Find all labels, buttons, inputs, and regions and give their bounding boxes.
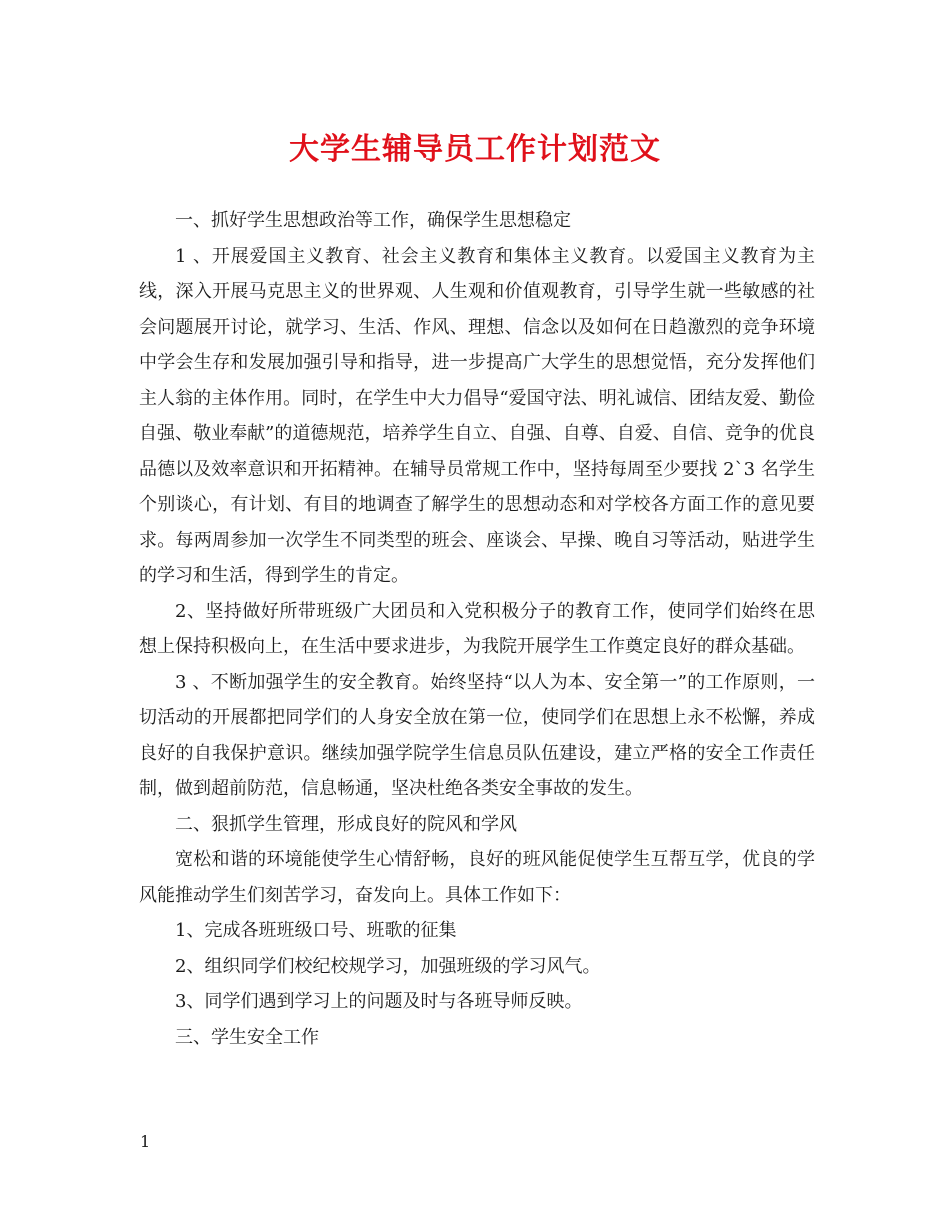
paragraph: 2、组织同学们校纪校规学习，加强班级的学习风气。	[175, 955, 601, 977]
document-body	[139, 203, 815, 1055]
paragraph: 2、坚持做好所带班级广大团员和入党积极分子的教育工作，使同学们始终在思想上保持积极向上，在生活中要求进步，为我院开展学生工作奠定良好的群众基础。	[139, 600, 815, 657]
paragraph: 3 、不断加强学生的安全教育。始终坚持“以人为本、安全第一”的工作原则，一切活动的开展都把同学们的人身安全放在第一位，使同学们在思想上永不松懈，养成良好的自我保护意识。继续加强学院学生信息员队伍建设，建立严格的安全工作责任制，做到超前防范，信息畅通，坚决杜绝各类安全事故的发生。	[139, 671, 815, 799]
paragraph: 宽松和谐的环境能使学生心情舒畅，良好的班风能促使学生互帮互学，优良的学风能推动学生们刻苦学习，奋发向上。具体工作如下：	[139, 849, 815, 906]
paragraph: 二、狠抓学生管理，形成良好的院风和学风	[175, 813, 517, 835]
paragraph: 1 、开展爱国主义教育、社会主义教育和集体主义教育。以爱国主义教育为主线，深入开展马克思主义的世界观、人生观和价值观教育，引导学生就一些敏感的社会问题展开讨论，就学习、生活、作风、理想、信念以及如何在日趋激烈的竞争环境中学会生存和发展加强引导和指导，进一步提高广大学生的思想觉悟，充分发挥他们主人翁的主体作用。同时，在学生中大力倡导“爱国守法、明礼诚信、团结友爱、勤俭自强、敬业奉献”的道德规范，培养学生自立、自强、自尊、自爱、自信、竞争的优良品德以及效率意识和开拓精神。在辅导员常规工作中，坚持每周至少要找 2`3 名学生个别谈心，有计划、有目的地调查了解学生的思想动态和对学校各方面工作的意见要求。每两周参加一次学生不同类型的班会、座谈会、早操、晚自习等活动，贴进学生的学习和生活，得到学生的肯定。	[139, 245, 815, 586]
paragraph: 一、抓好学生思想政治等工作，确保学生思想稳定	[175, 210, 571, 231]
paragraph: 三、学生安全工作	[175, 1026, 319, 1048]
paragraph: 3、同学们遇到学习上的问题及时与各班导师反映。	[175, 991, 583, 1012]
paragraph: 1、完成各班班级口号、班歌的征集	[175, 920, 457, 941]
page-number: 1	[140, 1132, 151, 1151]
document-title: 大学生辅导员工作计划范文	[289, 132, 661, 167]
